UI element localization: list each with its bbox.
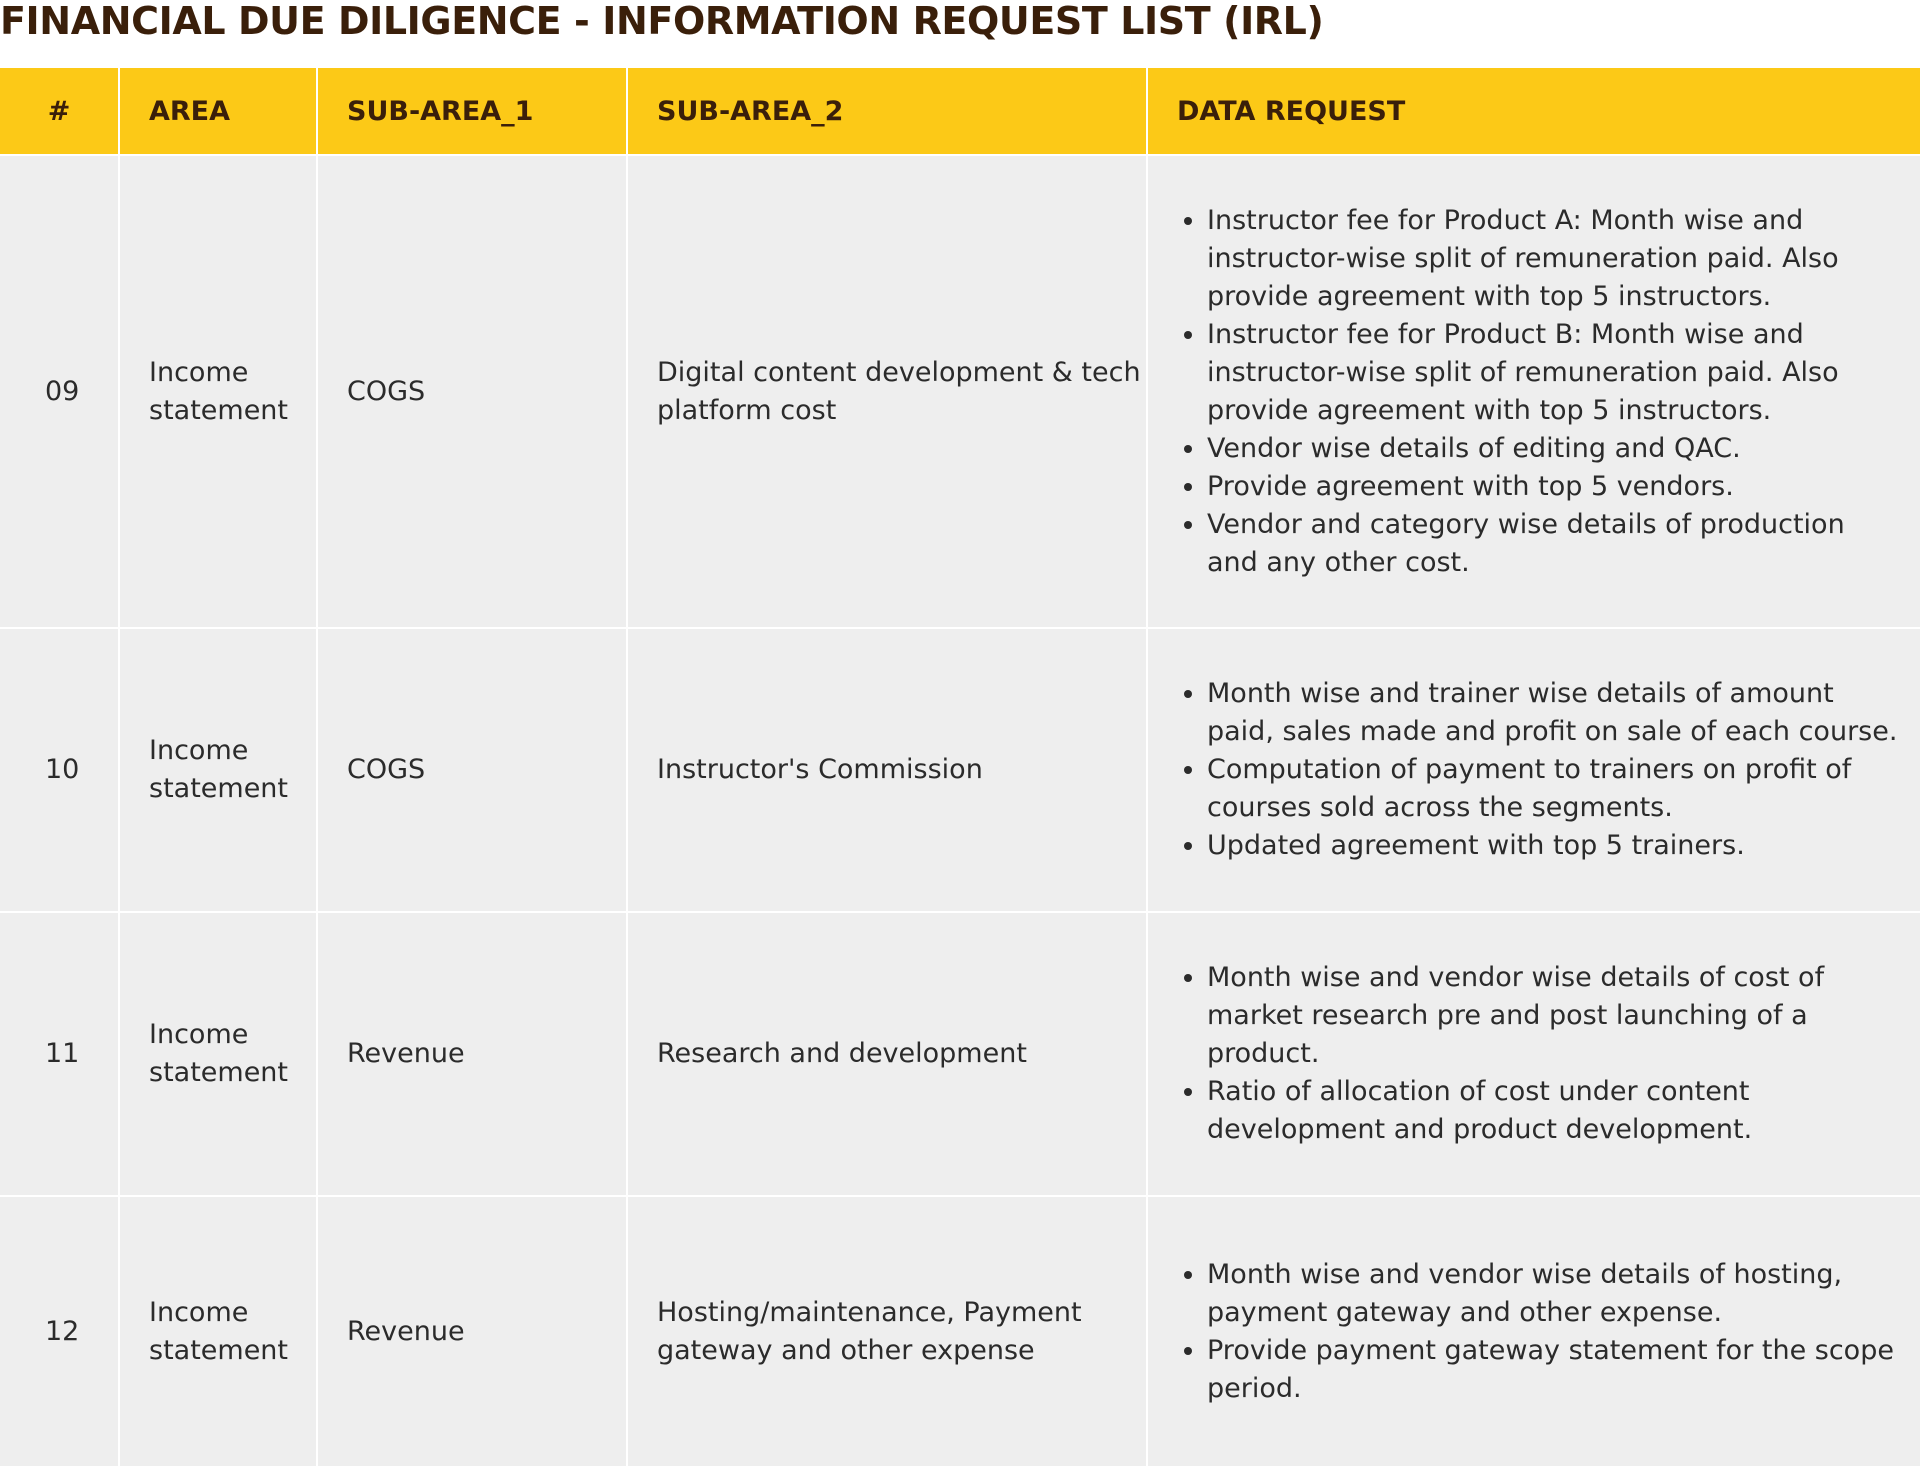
table-header [0, 68, 1920, 155]
request-item: • Computation of payment to trainers on profit of courses sold across the segments. [1207, 751, 1900, 827]
row-data-request [1147, 1196, 1920, 1466]
request-item: • Updated agreement with top 5 trainers. [1207, 827, 1900, 865]
request-list [1177, 202, 1900, 582]
row-sub-area-2: Research and development [627, 912, 1147, 1196]
request-item: • Vendor and category wise details of production and any other cost. [1207, 506, 1900, 582]
row-number: 12 [0, 1196, 119, 1466]
request-list [1177, 675, 1900, 865]
row-sub-area-2: Digital content development & tech platform cost [627, 155, 1147, 628]
request-item: • Provide payment gateway statement for the scope period. [1207, 1332, 1900, 1408]
table-row [0, 1196, 1920, 1466]
request-item: • Provide agreement with top 5 vendors. [1207, 468, 1900, 506]
row-area: Income statement [119, 1196, 317, 1466]
header-sub-area-2: SUB-AREA_2 [627, 68, 1147, 155]
row-area: Income statement [119, 912, 317, 1196]
row-sub-area-2: Hosting/maintenance, Payment gateway and other expense [627, 1196, 1147, 1466]
row-data-request [1147, 912, 1920, 1196]
page-title: FINANCIAL DUE DILIGENCE - INFORMATION REQUEST LIST (IRL) [0, 0, 1324, 43]
request-item: • Instructor fee for Product A: Month wise and instructor-wise split of remuneration paid. Also provide agreement with top 5 instructors. [1207, 202, 1900, 316]
request-item: • Month wise and vendor wise details of hosting, payment gateway and other expense. [1207, 1256, 1900, 1332]
row-number: 10 [0, 628, 119, 912]
request-item: • Ratio of allocation of cost under content development and product development. [1207, 1073, 1900, 1149]
header-area: AREA [119, 68, 317, 155]
row-sub-area-1: Revenue [317, 1196, 627, 1466]
row-number: 09 [0, 155, 119, 628]
irl-table [0, 68, 1920, 1466]
row-data-request [1147, 628, 1920, 912]
request-item: • Month wise and trainer wise details of amount paid, sales made and profit on sale of each course. [1207, 675, 1900, 751]
row-area: Income statement [119, 628, 317, 912]
row-number: 11 [0, 912, 119, 1196]
request-item: • Instructor fee for Product B: Month wise and instructor-wise split of remuneration paid. Also provide agreement with top 5 instructors. [1207, 316, 1900, 430]
request-item: • Vendor wise details of editing and QAC. [1207, 430, 1900, 468]
request-item: • Month wise and vendor wise details of cost of market research pre and post launching of a product. [1207, 959, 1900, 1073]
table-row [0, 628, 1920, 912]
row-data-request [1147, 155, 1920, 628]
table-row [0, 155, 1920, 628]
row-area: Income statement [119, 155, 317, 628]
header-data-request: DATA REQUEST [1147, 68, 1920, 155]
table-body [0, 155, 1920, 1466]
request-list [1177, 1256, 1900, 1408]
table-row [0, 912, 1920, 1196]
row-sub-area-1: COGS [317, 628, 627, 912]
header-sub-area-1: SUB-AREA_1 [317, 68, 627, 155]
row-sub-area-1: Revenue [317, 912, 627, 1196]
row-sub-area-1: COGS [317, 155, 627, 628]
header-number: # [0, 68, 119, 155]
header-row [0, 68, 1920, 155]
request-list [1177, 959, 1900, 1149]
row-sub-area-2: Instructor's Commission [627, 628, 1147, 912]
